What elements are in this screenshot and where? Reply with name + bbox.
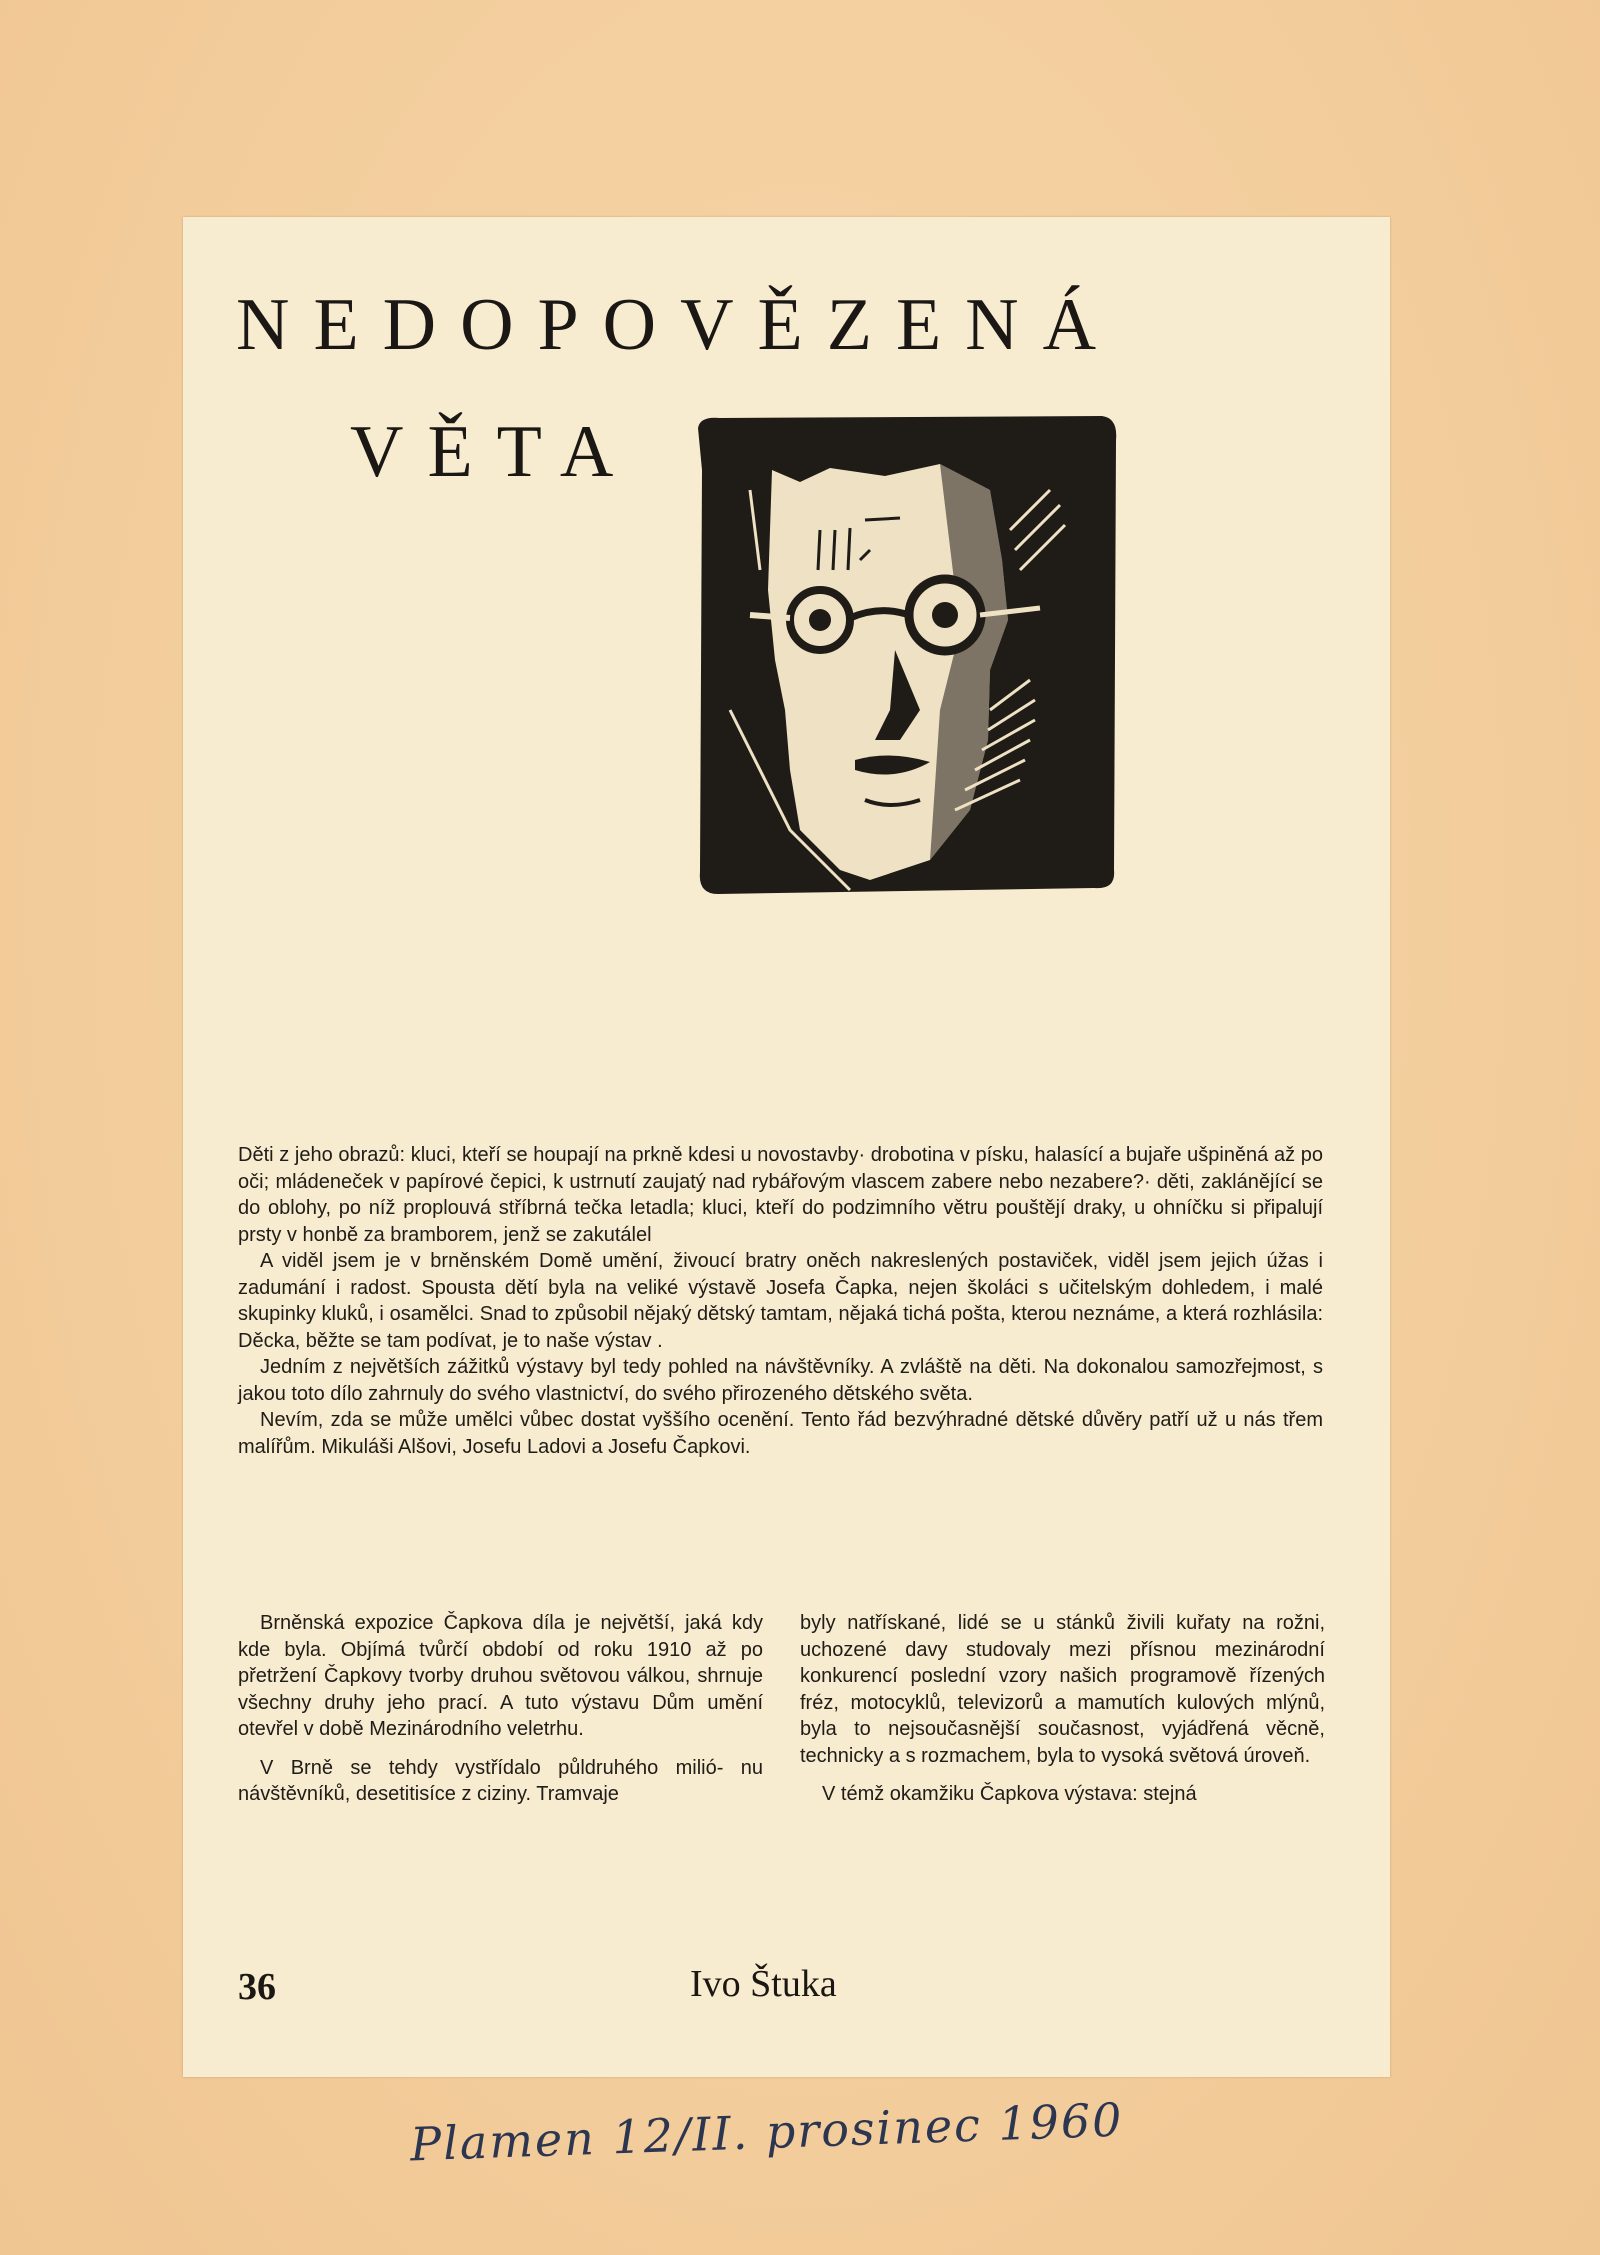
body-paragraph: Brněnská expozice Čapkova díla je největší, jaká kdy kde byla. Objímá tvůrčí období od roku 1910 až po přetržení Čapkovy tvorby druhou světovou válkou, shrnuje všechny druhy jeho prací. A tuto výstavu Dům umění otevřel v době Mezinárodního veletrhu. (238, 1612, 763, 1740)
body-paragraph: V témž okamžiku Čapkova výstava: stejná (822, 1783, 1197, 1805)
author-name: Ivo Štuka (690, 1963, 837, 2005)
article-title-line1: NEDOPOVĚZENÁ (236, 284, 1121, 366)
handwritten-source-note: Plamen 12/II. prosinec 1960 (409, 2092, 1125, 2172)
article-title-line2: VĚTA (350, 411, 638, 493)
lead-paragraph: Nevím, zda se může umělci vůbec dostat vyššího ocenění. Tento řád bezvýhradné dětské důvěry patří už u nás třem malířům. Mikuláši Alšovi, Josefu Ladovi a Josefu Čapkovi. (238, 1409, 1323, 1458)
body-paragraph: byly natřískané, lidé se u stánků živili kuřaty na rožni, uchozené davy studovaly mezi přísnou mezinárodní konkurencí poslední vzory našich programově řízených fréz, motocyklů, televizorů a mamutích kulových mlýnů, byla to nejsoučasnější současnost, vyjádřená věcně, technicky a s rozmachem, byla to vysoká světová úroveň. (800, 1612, 1325, 1767)
lead-paragraph: Děti z jeho obrazů: kluci, kteří se houpají na prkně kdesi u novostavby· drobotina v písku, halasící a bujaře ušpiněná až po oči; mládeneček v papírové čepici, k ustrnutí zaujatý nad rybářovým vlascem zabere nebo nezabere?· děti, zaklánějící se do oblohy, po níž proplouvá stříbrná tečka letadla; kluci, kteří do podzimního větru pouštějí draky, u ohníčku si připalují prsty v honbě za bramborem, jenž se zakutálel (238, 1144, 1323, 1246)
body-column-left (238, 1610, 763, 1820)
lead-paragraph: Jedním z největších zážitků výstavy byl tedy pohled na návštěvníky. A zvláště na děti. Na dokonalou samozřejmost, s jakou toto dílo zahrnuly do svého vlastnictví, do svého přirozeného dětského světa. (238, 1356, 1323, 1405)
lead-text (238, 1142, 1323, 1460)
body-column-right (800, 1610, 1325, 1820)
lead-paragraph: A viděl jsem je v brněnském Domě umění, živoucí bratry oněch nakreslených postaviček, viděl jsem jejich úžas i zadumání i radost. Spousta dětí byla na veliké výstavě Josefa Čapka, nejen školáci s učitelským dohledem, i malé skupinky kluků, i osamělci. Snad to způsobil nějaký dětský tamtam, nějaká tichá pošta, kterou neznáme, a která rozhlásila: Děcka, běžte se tam podívat, je to naše výstav . (238, 1250, 1323, 1352)
body-paragraph: V Brně se tehdy vystřídalo půldruhého milió- nu návštěvníků, desetitisíce z ciziny. Tramvaje (238, 1756, 763, 1805)
page-number: 36 (238, 1966, 276, 2008)
woodcut-portrait-of-josef-capek-icon (690, 410, 1120, 900)
